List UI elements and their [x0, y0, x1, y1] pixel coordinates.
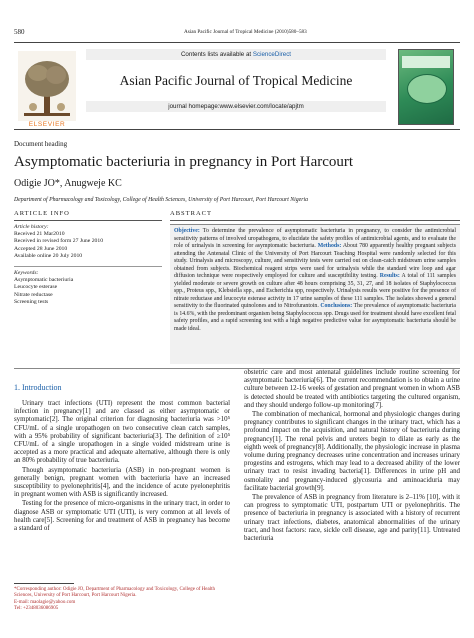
- keyword-item: Screening tests: [14, 298, 49, 305]
- footnote-rule: [14, 583, 74, 584]
- document-heading: Document heading: [14, 140, 68, 148]
- history-item: Received in revised form 27 June 2010: [14, 238, 104, 245]
- author-email[interactable]: E-mail: maolagie@yahoo.com: [14, 599, 76, 605]
- methods-text: About 780 apparently healthy pregnant subjects attending the Antenatal Clinic of the University of Port Harcourt Teaching Hospital were randomly selected for this study. Urinalysis and microscopy, culture, and sensitivity tests were carried out on clean-catch midstream urine samples obtained from subjects. Biochemical reagent strips were used for urinalysis while the standard wire loop and agar diffusion technique were respectively employed for culture and susceptibility testing.: [174, 243, 456, 279]
- abstract-text: [170, 224, 460, 364]
- body-paragraph: The prevalence of ASB in pregnancy from literature is 2–11% [10], with it can progress to symptomatic UTI, postpartum UTI or pyelonephritis. The presence of bacteriuria in pregnancy is associated with a history of recurrent urinary tract infections, diabetes, anatomical abnormalities of the urinary tract, and host factors: race, sickle cell disease, age and parity[11]. Untreated bacteriuria: [244, 494, 460, 543]
- history-item: Accepted 28 June 2010: [14, 245, 68, 252]
- journal-reference: Asian Pacific Journal of Tropical Medicine (2010)580–583: [184, 29, 307, 35]
- keyword-item: Asymptomatic bacteriuria: [14, 277, 74, 284]
- keywords-label: Keywords:: [14, 270, 39, 277]
- objective-text: To determine the prevalence of asymptomatic bacteriuria in pregnancy, to consider the antimicrobial sensitivity patterns of involved uropathogens, to elucidate the safety profiles of antimicrobial agents, and to evaluate the role of urinalysis in screening for asymptomatic bacteriuria.: [174, 228, 456, 249]
- article-info-panel: [14, 208, 162, 364]
- history-item: Received 21 Mar2010: [14, 231, 65, 238]
- results-text: A total of 111 samples yielded moderate or severe growth on culture after 48 hours comprising 35, 31, 27, and 18 isolates of Staphylococcus spp., Proteus spp., Klebsiella spp., and Escherichia spp, respectively. Urinalysis results were positive for the presence of nitrate reductase and leucocyte esterase activity in 17 urine samples of these 111 samples. The isolates showed a general sensitivity to the fluorinated quinolones and to Nitrofurantoin.: [174, 273, 456, 309]
- journal-homepage-link[interactable]: journal homepage:www.elsevier.com/locate/apjtm: [86, 101, 386, 112]
- cover-title-band: [402, 56, 450, 68]
- author-list: Odigie JO*, Anugweje KC: [14, 178, 122, 189]
- author-affiliation: Department of Pharmacology and Toxicology, College of Health Sciences, University of Port Harcourt, Port Harcourt Nigeria: [14, 197, 308, 203]
- journal-name: Asian Pacific Journal of Tropical Medicine: [119, 73, 353, 88]
- history-label: Article history:: [14, 224, 49, 230]
- journal-header: [14, 42, 460, 130]
- paper-title: Asymptomatic bacteriuria in pregnancy in Port Harcourt: [14, 154, 354, 170]
- history-item: Available online 20 July 2010: [14, 252, 83, 259]
- introduction-heading: 1. Introduction: [14, 383, 62, 392]
- body-left-column: [14, 383, 230, 578]
- corresponding-author-note: *Corresponding author: Odigie JO, Department of Pharmacology and Toxicology, College of Health Sciences, University of Port Harcourt, Port Harcourt Nigeria.: [14, 587, 215, 599]
- keywords-block: [14, 270, 162, 310]
- journal-masthead: [86, 43, 386, 129]
- results-tag: Results:: [379, 273, 400, 279]
- page-number: 580: [14, 28, 25, 36]
- info-divider: [14, 266, 162, 267]
- body-right-column: [244, 369, 460, 636]
- abstract-panel: [170, 208, 460, 364]
- objective-tag: Objective:: [174, 228, 200, 234]
- article-history: [14, 224, 162, 264]
- methods-tag: Methods:: [317, 243, 342, 249]
- author-telephone: Tel: +2348036086905: [14, 606, 59, 612]
- sciencedirect-link[interactable]: ScienceDirect: [252, 51, 292, 58]
- body-paragraph: Though asymptomatic bacteriuria (ASB) in non-pregnant women is generally benign, pregnant women with bacteriuria have an increased susceptibility to pyelonephritis[4], and the incidence of acute pyelonephritis in pregnant women with ASB is significantly increased.: [14, 466, 230, 499]
- cover-illustration: [407, 74, 447, 104]
- publisher-logo-text: ELSEVIER: [28, 121, 66, 128]
- body-paragraph: Urinary tract infections (UTI) represent the most common bacterial infection in pregnancy[1] and are classed as either asymptomatic or symptomatic[2]. The original criterion for diagnosing bacteriuria was >10⁵ CFU/mL of a single uropathogen on two consecutive clean catch samples, with a 95% probability of significant bacteriuria[3]. The definition of ≥10⁵ CFU/mL of a single uropathogen in a single voided midstream urine is accepted as a more practical and adequate alternative, although there is only an 80% probability of true bacteriuria.: [14, 400, 230, 465]
- article-info-label: ARTICLE INFO: [14, 208, 162, 221]
- body-paragraph: Testing for the presence of micro-organisms in the urinary tract, in order to diagnose ASB or symptomatic UTI (UTI), is very common at all levels of health care[5]. Screening for and treatment of ASB in pregnancy has become a standard of: [14, 500, 230, 533]
- body-paragraph: The combination of mechanical, hormonal and physiologic changes during pregnancy contributes to significant changes in the urinary tract, which has a profound impact on the acquisition, and natural history of bacteriuria during pregnancy[1]. The renal pelvis and ureters begin to dilate as early as the eighth week of pregnancy[8]. Additionally, the physiologic increase in plasma volume during pregnancy decreases urine concentration and increases urinary progestins and estrogens, which may lead to a decreased ability of the lower urinary tract to resist invading bacteria[1]. Differences in urine pH and osmolality and pregnancy-induced glycosuria and aminoaciduria may facilitate bacterial growth[9].: [244, 411, 460, 492]
- keyword-item: Leucocyte esterase: [14, 284, 58, 291]
- contents-available-line: [86, 49, 386, 60]
- keyword-item: Nitrate reductase: [14, 291, 53, 298]
- conclusions-tag: Conclusions:: [320, 303, 353, 309]
- elsevier-tree-icon: [18, 49, 76, 123]
- body-paragraph: obstetric care and most antenatal guidelines include routine screening for asymptomatic bacteriuria[6]. The current recommendation is to obtain a urine culture between 12-16 weeks of gestation and pregnant women in whom ASB is detected should be treated with antibiotics targeting the cultured organism, and they should undergo follow-up monitoring[7].: [244, 369, 460, 409]
- journal-cover-image: [398, 49, 454, 125]
- abstract-label: ABSTRACT: [170, 208, 460, 221]
- conclusions-text: The prevalence of asymptomatic bacteriuria is 14.6%, with the predominant organism being Staphylococcus spp. Drugs used for treatment should have excellent fetal safety profiles, and a rapid screening test with a high negative predictive value for asymptomatic bacteriuria should be made ideal.: [174, 303, 456, 332]
- contents-prefix: Contents lists available at: [180, 51, 253, 58]
- footnotes: [14, 587, 230, 613]
